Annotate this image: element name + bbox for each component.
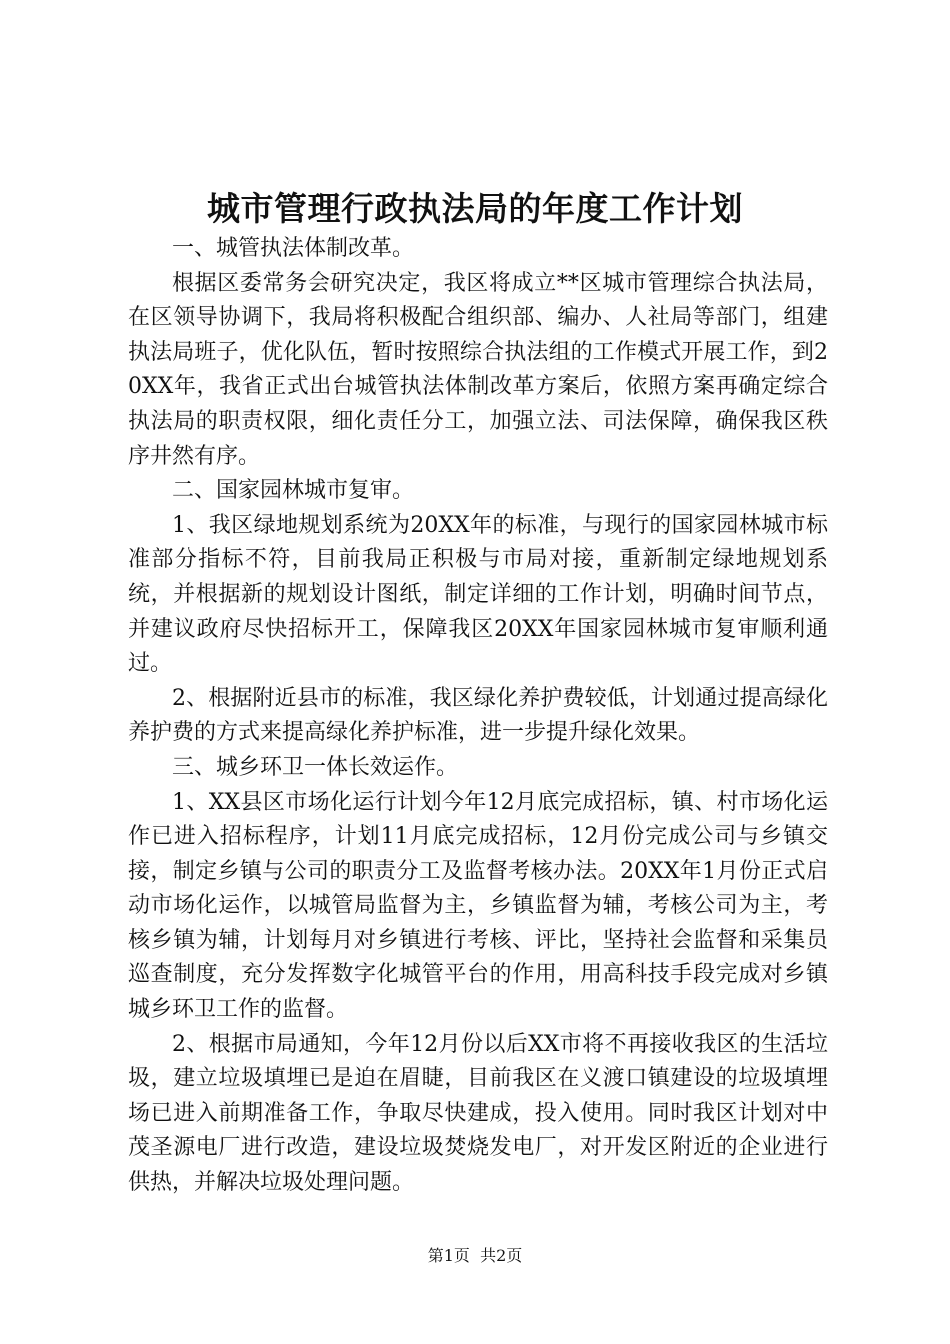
document-title: 城市管理行政执法局的年度工作计划 [207, 189, 743, 228]
section-heading: 二、国家园林城市复审。 [172, 478, 415, 504]
section-paragraph: 根据区委常务会研究决定，我区将成立**区城市管理综合执法局，在区领导协调下，我局将积极配合组织部、编办、人社局等部门，组建执法局班子，优化队伍，暂时按照综合执法组的工作模式开展工作，到20XX年，我省正式出台城管执法体制改革方案后，依照方案再确定综合执法局的职责权限，细化责任分工，加强立法、司法保障，确保我区秩序井然有序。 [128, 270, 828, 469]
page-footer [0, 1244, 950, 1268]
page-number: 第1页 [427, 1246, 470, 1265]
section-paragraph: 2、根据附近县市的标准，我区绿化养护费较低，计划通过提高绿化养护费的方式来提高绿化养护标准，进一步提升绿化效果。 [128, 685, 828, 746]
section-heading: 三、城乡环卫一体长效运作。 [172, 754, 459, 780]
section-paragraph: 1、XX县区市场化运行计划今年12月底完成招标，镇、村市场化运作已进入招标程序，计划11月底完成招标，12月份完成公司与乡镇交接，制定乡镇与公司的职责分工及监督考核办法。20XX年1月份正式启动市场化运作，以城管局监督为主，乡镇监督为辅，考核公司为主，考核乡镇为辅，计划每月对乡镇进行考核、评比，坚持社会监督和采集员巡查制度，充分发挥数字化城管平台的作用，用高科技手段完成对乡镇城乡环卫工作的监督。 [128, 789, 828, 1023]
section-heading: 一、城管执法体制改革。 [172, 236, 415, 261]
document-body [128, 232, 828, 1201]
section-paragraph: 1、我区绿地规划系统为20XX年的标准，与现行的国家园林城市标准部分指标不符，目前我局正积极与市局对接，重新制定绿地规划系统，并根据新的规划设计图纸，制定详细的工作计划，明确时间节点，并建议政府尽快招标开工，保障我区20XX年国家园林城市复审顺利通过。 [128, 512, 828, 677]
section-paragraph: 2、根据市局通知，今年12月份以后XX市将不再接收我区的生活垃圾，建立垃圾填埋已是迫在眉睫，目前我区在义渡口镇建设的垃圾填埋场已进入前期准备工作，争取尽快建成，投入使用。同时我区计划对中茂圣源电厂进行改造，建设垃圾焚烧发电厂，对开发区附近的企业进行供热，并解决垃圾处理问题。 [128, 1031, 828, 1196]
page-total: 共2页 [480, 1246, 523, 1265]
